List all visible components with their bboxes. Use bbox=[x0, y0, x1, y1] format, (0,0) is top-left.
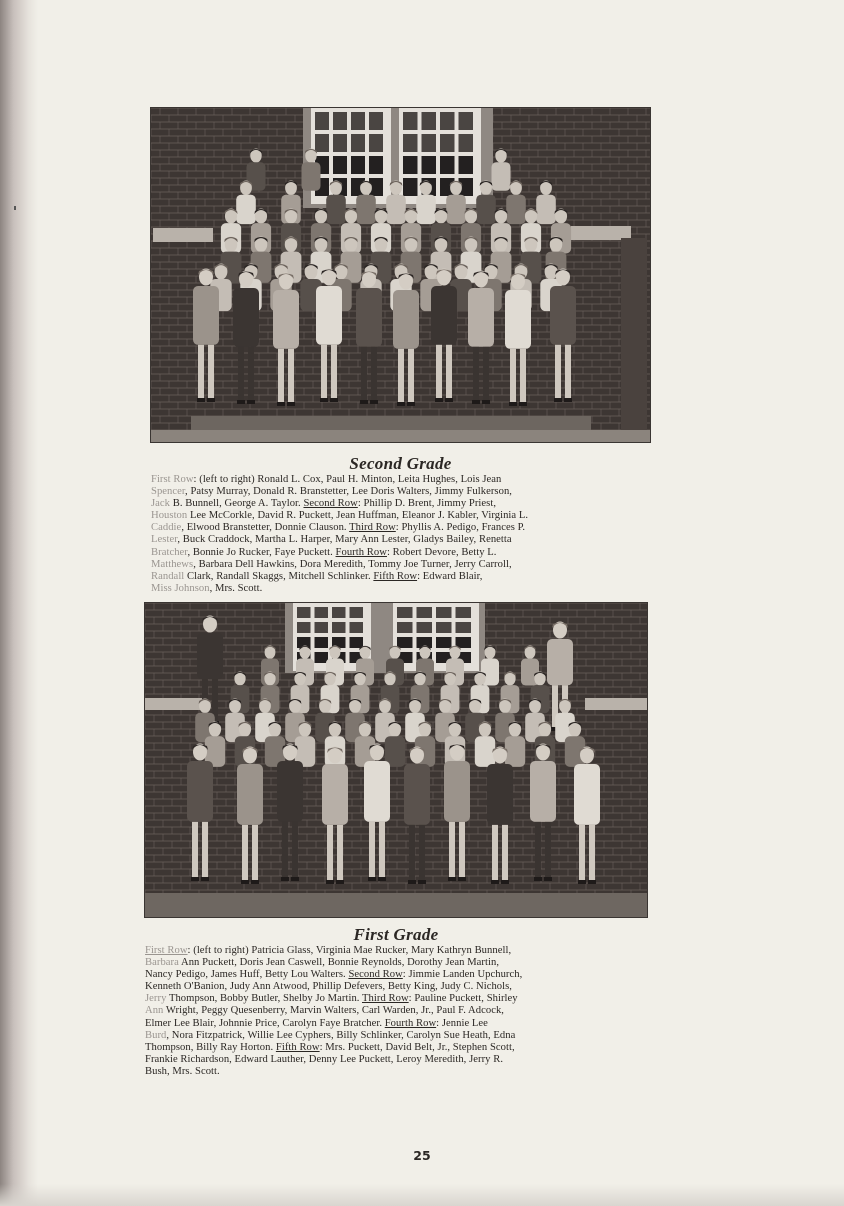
caption-text: Third Row bbox=[362, 993, 409, 1005]
caption-text: , Elwood Branstetter, Donnie Clauson. bbox=[181, 522, 350, 534]
caption-line bbox=[151, 583, 651, 595]
second-grade-caption bbox=[151, 474, 651, 595]
caption-line bbox=[145, 993, 645, 1005]
caption-line bbox=[151, 474, 651, 486]
caption-text: Randall bbox=[151, 570, 185, 582]
caption-text: Fifth Row bbox=[373, 570, 418, 582]
caption-text: Ann bbox=[145, 1005, 164, 1017]
caption-line bbox=[145, 1018, 645, 1030]
second-grade-photo bbox=[151, 108, 650, 442]
caption-text: : Pauline Puckett, Shirley bbox=[408, 993, 518, 1005]
caption-text: Thompson, Billy Ray Horton. bbox=[145, 1041, 276, 1053]
caption-text: Caddie bbox=[151, 522, 182, 534]
caption-text: B. Bunnell, George A. Taylor. bbox=[170, 498, 304, 510]
caption-text: Miss Johnson bbox=[151, 582, 210, 594]
caption-text: Burd bbox=[145, 1029, 167, 1041]
caption-text: , Mrs. Scott. bbox=[209, 582, 263, 594]
caption-text: , Barbara Dell Hawkins, Dora Meredith, Tommy Joe Turner, Jerry Carroll, bbox=[193, 558, 512, 570]
caption-line bbox=[145, 981, 645, 993]
caption-text: Lee McCorkle, David R. Puckett, Jean Huffman, Eleanor J. Kabler, Virginia L. bbox=[187, 510, 529, 522]
caption-text: , Nora Fitzpatrick, Willie Lee Cyphers, Billy Schlinker, Carolyn Sue Heath, Edna bbox=[166, 1029, 516, 1041]
caption-line bbox=[145, 969, 645, 981]
caption-text: , Patsy Murray, Donald R. Branstetter, Lee Doris Walters, Jimmy Fulkerson, bbox=[185, 486, 512, 498]
page-number: 25 bbox=[413, 1148, 431, 1163]
caption-text: Wright, Peggy Quesenberry, Marvin Walters, Carl Warden, Jr., Paul F. Adcock, bbox=[163, 1005, 504, 1017]
caption-text: : Edward Blair, bbox=[417, 570, 483, 582]
caption-line bbox=[151, 547, 651, 559]
caption-text: Ann Puckett, Doris Jean Caswell, Bonnie Reynolds, Dorothy Jean Martin, bbox=[178, 957, 500, 969]
caption-line bbox=[151, 498, 651, 510]
caption-line bbox=[145, 1005, 645, 1017]
caption-line bbox=[151, 571, 651, 583]
caption-line bbox=[151, 559, 651, 571]
caption-text: First Row bbox=[151, 474, 194, 485]
caption-text: Jack bbox=[151, 498, 171, 510]
first-grade-title: First Grade bbox=[353, 925, 439, 944]
caption-text: Houston bbox=[151, 510, 188, 522]
speck bbox=[14, 206, 16, 210]
caption-text: Elmer Lee Blair, Johnnie Price, Carolyn Faye Bratcher. bbox=[145, 1017, 385, 1029]
caption-text: : Mrs. Puckett, David Belt, Jr., Stephen Scott, bbox=[319, 1041, 515, 1053]
caption-text: : (left to right) Patricia Glass, Virginia Mae Rucker, Mary Kathryn Bunnell, bbox=[187, 945, 512, 956]
caption-text: Jerry bbox=[145, 993, 167, 1005]
first-grade-caption bbox=[145, 945, 645, 1078]
caption-line bbox=[151, 486, 651, 498]
caption-text: Lester bbox=[151, 534, 178, 546]
first-grade-photo bbox=[145, 603, 647, 917]
caption-text: Frankie Richardson, Edward Lauther, Denny Lee Puckett, Leroy Meredith, Jerry R. bbox=[145, 1053, 504, 1065]
caption-text: , Buck Craddock, Martha L. Harper, Mary Ann Lester, Gladys Bailey, Renetta bbox=[177, 534, 512, 546]
binding-shadow bbox=[0, 0, 38, 1206]
caption-text: : Jennie Lee bbox=[436, 1017, 488, 1029]
caption-text: : (left to right) Ronald L. Cox, Paul H. Minton, Leita Hughes, Lois Jean bbox=[193, 474, 502, 485]
caption-line bbox=[151, 534, 651, 546]
caption-line bbox=[145, 1030, 645, 1042]
caption-text: Third Row bbox=[349, 522, 396, 534]
caption-text: Matthews bbox=[151, 558, 194, 570]
caption-text: Nancy Pedigo, James Huff, Betty Lou Walters. bbox=[145, 969, 349, 981]
caption-line bbox=[145, 945, 645, 957]
caption-line bbox=[145, 1042, 645, 1054]
caption-text: Bush, Mrs. Scott. bbox=[145, 1065, 220, 1077]
caption-text: Clark, Randall Skaggs, Mitchell Schlinker. bbox=[184, 570, 374, 582]
caption-text: Bratcher bbox=[151, 546, 188, 558]
caption-text: Spencer bbox=[151, 486, 186, 498]
caption-text: : Robert Devore, Betty L. bbox=[386, 546, 497, 558]
caption-text: Fourth Row bbox=[384, 1017, 437, 1029]
caption-line bbox=[151, 510, 651, 522]
caption-text: Second Row bbox=[303, 498, 358, 510]
caption-text: First Row bbox=[145, 945, 188, 956]
second-grade-title: Second Grade bbox=[349, 454, 452, 473]
caption-text: Fourth Row bbox=[335, 546, 387, 558]
caption-line bbox=[145, 957, 645, 969]
caption-line bbox=[145, 1054, 645, 1066]
caption-text: Kenneth O'Banion, Judy Ann Atwood, Phillip Defevers, Betty King, Judy C. Nichols, bbox=[145, 981, 513, 993]
caption-text: Fifth Row bbox=[275, 1041, 320, 1053]
caption-line bbox=[151, 522, 651, 534]
first-grade-photo-image bbox=[145, 603, 647, 917]
caption-text: : Jimmie Landen Upchurch, bbox=[402, 969, 523, 981]
caption-text: , Bonnie Jo Rucker, Faye Puckett. bbox=[187, 546, 336, 558]
caption-text: Thompson, Bobby Butler, Shelby Jo Martin. bbox=[166, 993, 362, 1005]
caption-text: Barbara bbox=[145, 957, 179, 969]
caption-text: Second Row bbox=[348, 969, 403, 981]
page-edge bbox=[0, 1184, 844, 1206]
second-grade-photo-image bbox=[151, 108, 650, 442]
caption-line bbox=[145, 1066, 645, 1078]
caption-text: : Phillip D. Brent, Jimmy Priest, bbox=[357, 498, 497, 510]
caption-text: : Phyllis A. Pedigo, Frances P. bbox=[395, 522, 526, 534]
